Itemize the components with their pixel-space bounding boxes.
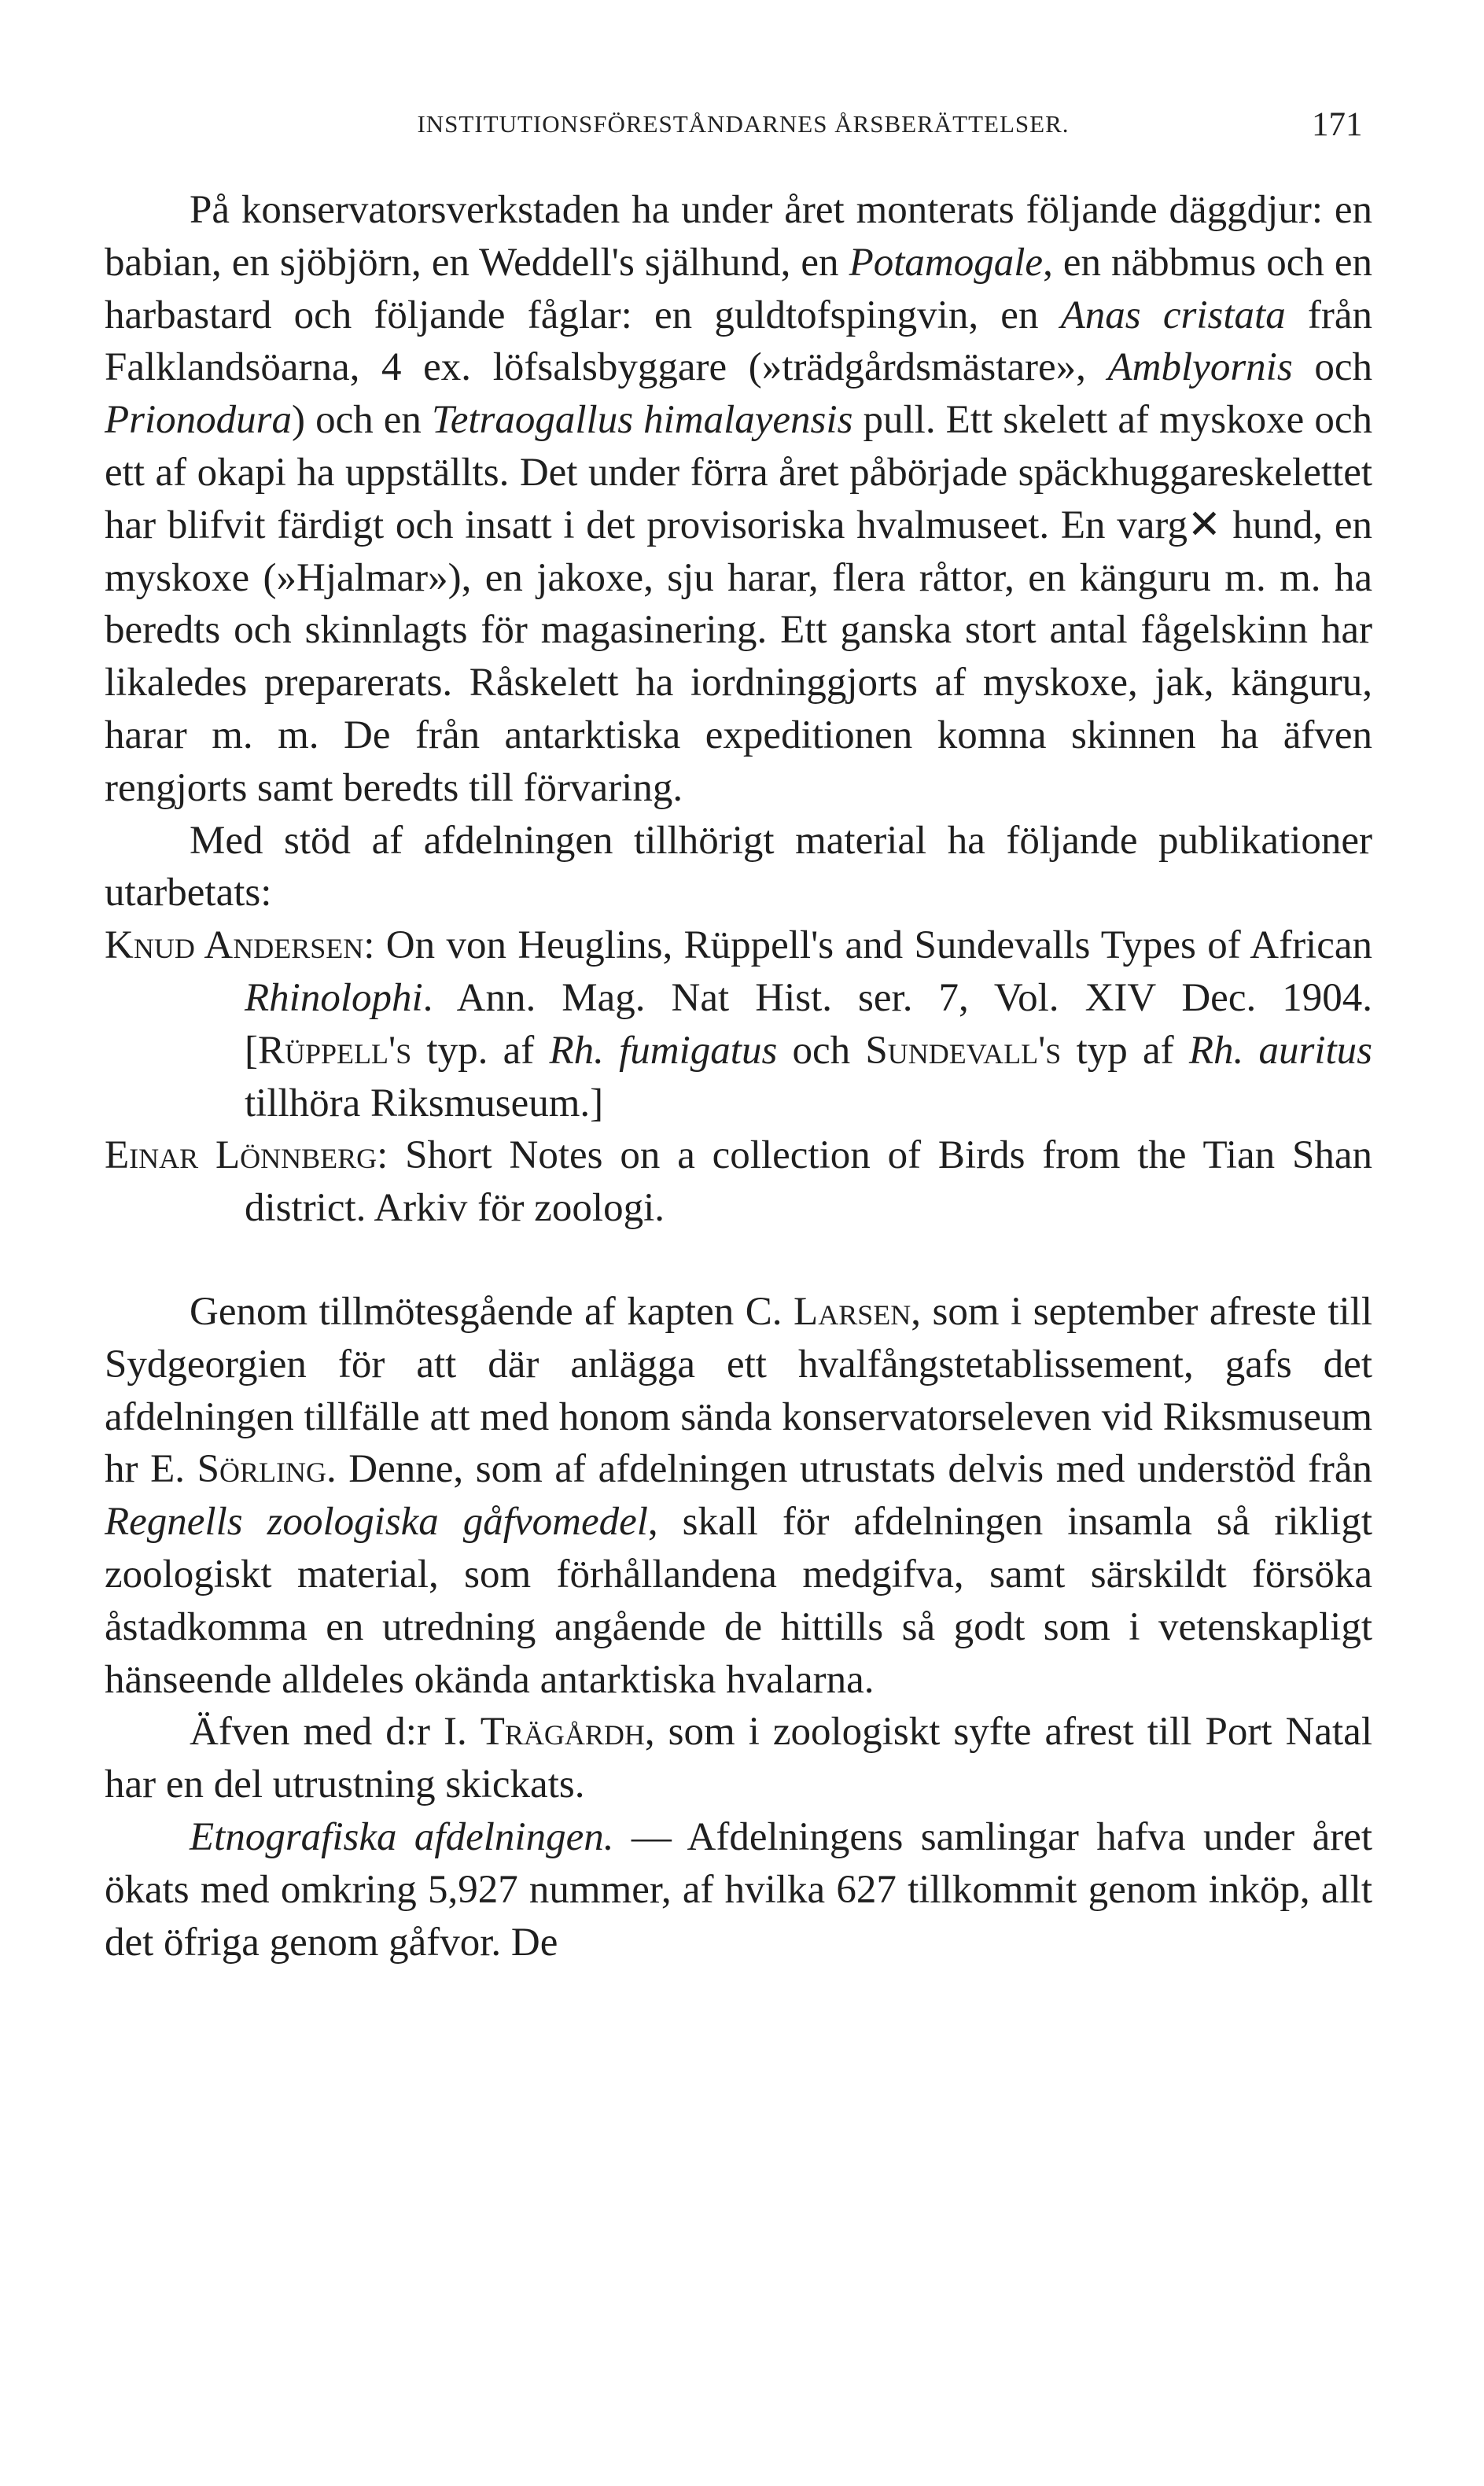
text-run: , en näbbmus och en harbastard och följande fåglar: en guldtofspingvin, en [105,240,1372,337]
italic-taxon: Rhinolophi [245,975,423,1020]
italic-taxon: Prionodura [105,398,293,443]
text-run: . Denne, som af afdelningen utrustats delvis med understöd från [326,1447,1372,1492]
text-run: , skall för afdelningen insamla så rikligt zoologiskt material, som förhållandena medgifva, samt särskildt försöka åstadkomma en utredning angående de hittills så godt som i vetenskapligt hänseende alldeles okända antarktiska hvalarna. [105,1500,1373,1702]
person-name: Sörling [197,1447,326,1492]
text-run: ) och en [292,398,433,443]
italic-taxon: Anas cristata [1060,293,1286,337]
italic-fund-name: Regnells zoologiska gåfvomedel [105,1500,648,1545]
paragraph-publications-intro: Med stöd af afdelningen tillhörigt material ha följande publikationer utarbetats: [105,818,1372,915]
italic-taxon: Amblyornis [1107,345,1293,390]
paragraph-ethnography [105,1811,1372,1969]
text-run: typ. af [411,1028,550,1073]
italic-taxon: Potamogale [849,240,1044,285]
text-run: Äfven med d:r I. [190,1710,481,1755]
running-head [0,106,1484,157]
text-run: — Afdelningens samlingar hafva under året ökats med omkring 5,927 nummer, af hvilka 627 tillkommit genom inköp, allt det öfriga genom gåfvor. De [105,1814,1372,1965]
section-heading: Etnografiska afdelningen. [190,1814,614,1859]
person-name: Trägårdh [480,1710,645,1755]
author-name: Sundevall's [865,1028,1062,1073]
italic-taxon: Rh. fumigatus [549,1028,778,1073]
reference-andersen [105,919,1372,1129]
text-run: och [1292,345,1372,390]
reference-lonnberg [105,1129,1372,1235]
text-run: På konservatorsverkstaden ha under året monterats följande däggdjur: en babian, en sjöbjörn, en Weddell's själhund, en [105,188,1372,285]
text-run: , som i september afreste till Sydgeorgien för att där anlägga ett hvalfångstetablissement, gafs det afdelningen tillfälle att med honom sända konservatorseleven vid Riksmuseum hr E. [105,1289,1372,1492]
text-run: och [777,1028,866,1073]
paragraph-port-natal [105,1706,1372,1811]
italic-taxon: Rh. auritus [1188,1028,1372,1073]
person-name: Larsen [794,1289,911,1334]
page-number: 171 [1312,106,1363,143]
body-text [105,184,1372,1969]
text-run: från Falklandsöarna, 4 ex. löfsalsbyggare (»trädgårdsmästare», [105,293,1373,390]
author-name: Rüppell's [257,1028,412,1073]
text-run: Genom tillmötesgående af kapten C. [190,1289,794,1334]
text-run: : Short Notes on a collection of Birds from the Tian Shan district. Arkiv för zoologi. [245,1133,1373,1231]
text-run: pull. Ett skelett af myskoxe och ett af okapi ha uppställts. Det under förra året påbörjade späckhuggareskelettet har blifvit färdigt och insatt i det provisoriska hvalmuseet. En varg✕ hund, en myskoxe (»Hjalmar»), en jakoxe, sju harar, flera råttor, en känguru m. m. ha beredts och skinnlagts för magasinering. Ett ganska stort antal fågelskinn har likaledes preparerats. Råskelett ha iordninggjorts af myskoxe, jak, känguru, harar m. m. De från antarktiska expeditionen komna skinnen ha äfven rengjorts samt beredts till förvaring. [105,398,1372,810]
author-name: Knud Andersen [105,923,364,968]
text-run: : On von Heuglins, Rüppell's and Sundevalls Types of African [363,923,1372,968]
text-run: typ af [1061,1028,1189,1073]
italic-taxon: Tetraogallus himalayensis [432,398,853,443]
paragraph-conservator-workshop [105,184,1372,815]
paragraph-south-georgia [105,1286,1372,1706]
text-run: , som i zoologiskt syfte afrest till Port Natal har en del utrustning skickats. [105,1710,1372,1807]
running-title: INSTITUTIONSFÖRESTÅNDARNES ÅRSBERÄTTELSER. [417,110,1070,138]
author-name: Einar Lönnberg [105,1133,377,1178]
text-run: . Ann. Mag. Nat Hist. ser. 7, Vol. XIV Dec. 1904. [ [245,975,1372,1073]
text-run: tillhöra Riksmuseum.] [245,1081,604,1125]
